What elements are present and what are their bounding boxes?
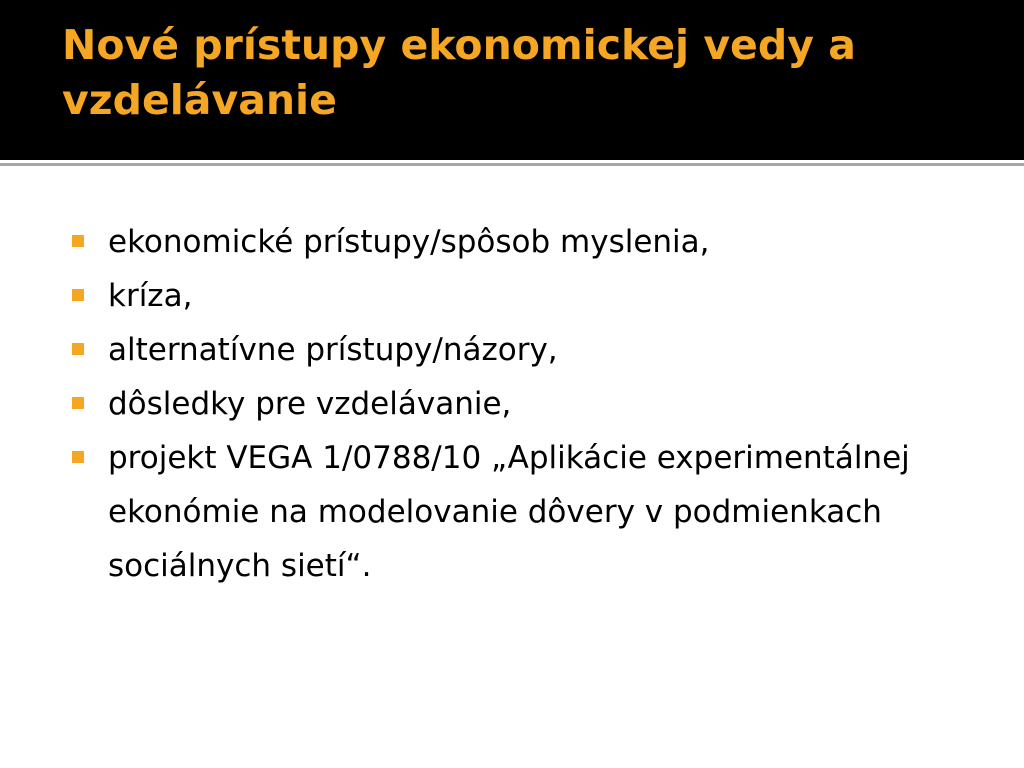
orange-square-bullet-icon [72,451,84,463]
bullet-item-vega-project [72,431,972,593]
bullet-text: alternatívne prístupy/názory, [108,332,558,368]
bullet-item-economic-approaches [72,215,972,269]
bullet-text: kríza, [108,278,193,314]
orange-square-bullet-icon [72,289,84,301]
bullet-item-alternative-approaches [72,323,972,377]
bullet-list [72,215,972,593]
bullet-text: projekt VEGA 1/0788/10 „Aplikácie experimentálnej ekonómie na modelovanie dôvery v podmienkach sociálnych sietí“. [108,440,910,584]
slide-title: Nové prístupy ekonomickej vedy a vzdelávanie [62,21,856,124]
bullet-text: dôsledky pre vzdelávanie, [108,386,512,422]
bullet-text: ekonomické prístupy/spôsob myslenia, [108,224,710,260]
bullet-item-crisis [72,269,972,323]
bullet-item-education-impact [72,377,972,431]
orange-square-bullet-icon [72,343,84,355]
orange-square-bullet-icon [72,397,84,409]
orange-square-bullet-icon [72,235,84,247]
title-divider [0,163,1024,166]
